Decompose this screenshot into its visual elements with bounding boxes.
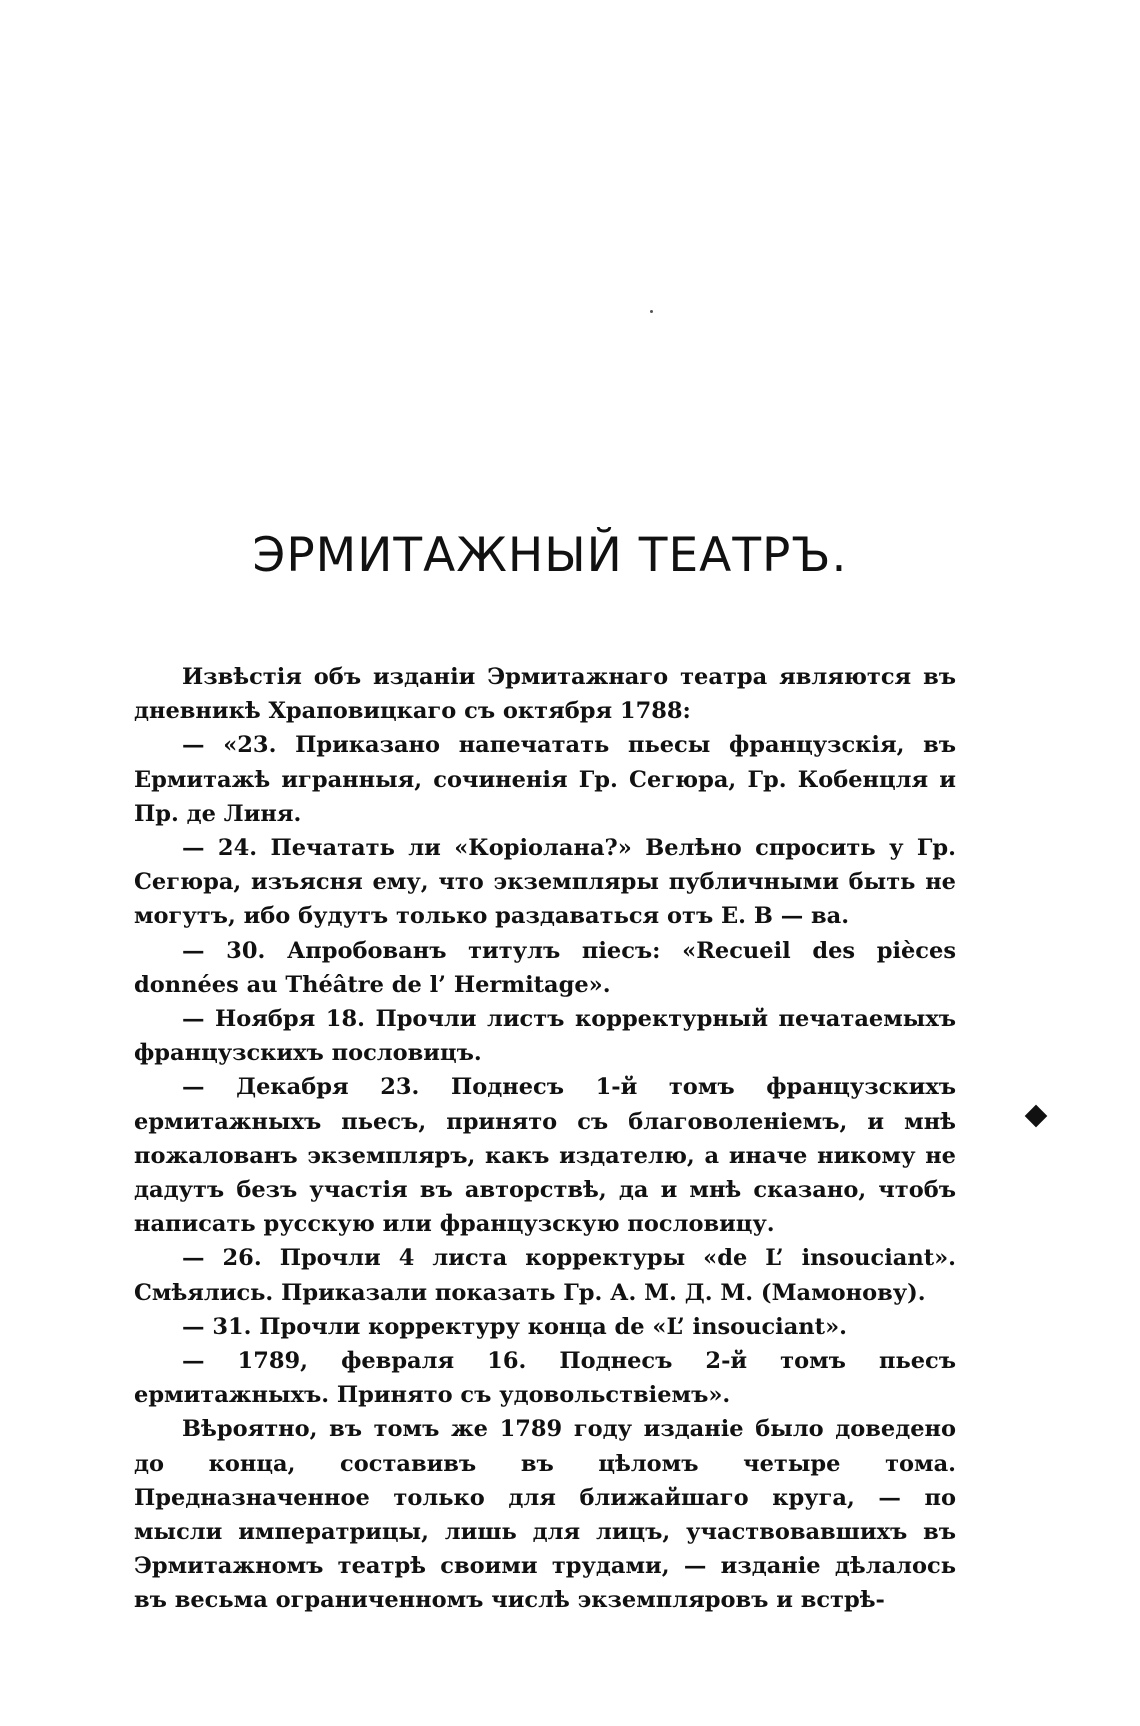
paragraph-1: Извѣстія объ изданіи Эрмитажнаго театра являются въ дневникѣ Храповицкаго съ октября 1788: — [134, 664, 956, 725]
paragraph-2: — «23. Приказано напечатать пьесы французскія, въ Ермитажѣ игранныя, сочиненія Гр. Сегюра, Гр. Кобенцля и Пр. де Линя. — [134, 732, 956, 827]
scan-speck — [650, 310, 653, 313]
paragraph-9: — 1789, февраля 16. Поднесъ 2-й томъ пьесъ ермитажныхъ. Принято съ удовольствіемъ». — [134, 1348, 956, 1409]
body-text — [134, 660, 956, 1618]
paragraph-5: — Ноября 18. Прочли листъ корректурный печатаемыхъ французскихъ пословицъ. — [134, 1006, 956, 1067]
paragraph-7: — 26. Прочли 4 листа корректуры «de L’ insouciant». Смѣялись. Приказали показать Гр. А. М. Д. М. (Мамонову). — [134, 1245, 956, 1306]
paragraph-4: — 30. Апробованъ титулъ пiесъ: «Recueil des pièces données au Théâtre de l’ Hermitage». — [134, 937, 956, 998]
paragraph-8: — 31. Прочли корректуру конца de «L’ insouciant». — [182, 1313, 847, 1340]
paragraph-3: — 24. Печатать ли «Коріолана?» Велѣно спросить у Гр. Сегюра, изъясня ему, что экземпляры публичными быть не могутъ, ибо будутъ только раздаваться отъ Е. В — ва. — [134, 835, 956, 930]
paragraph-6: — Декабря 23. Поднесъ 1-й томъ французскихъ ермитажныхъ пьесъ, принято съ благоволеніемъ, и мнѣ пожалованъ экземпляръ, какъ издателю, а иначе никому не дадутъ безъ участія въ авторствѣ, да и мнѣ сказано, чтобъ написать русскую или французскую пословицу. — [134, 1074, 956, 1238]
margin-diamond-icon — [1025, 1105, 1048, 1128]
page-title: ЭРМИТАЖНЫЙ ТЕАТРЪ. — [252, 528, 848, 583]
paragraph-10: Вѣроятно, въ томъ же 1789 году изданіе было доведено до конца, составивъ въ цѣломъ четыре тома. Предназначенное только для ближайшаго круга, — по мысли императрицы, лишь для лицъ, участвовавшихъ въ Эрмитажномъ театрѣ своими трудами, — изданіе дѣлалось въ весьма ограниченномъ числѣ экземпляровъ и встрѣ- — [134, 1416, 956, 1614]
